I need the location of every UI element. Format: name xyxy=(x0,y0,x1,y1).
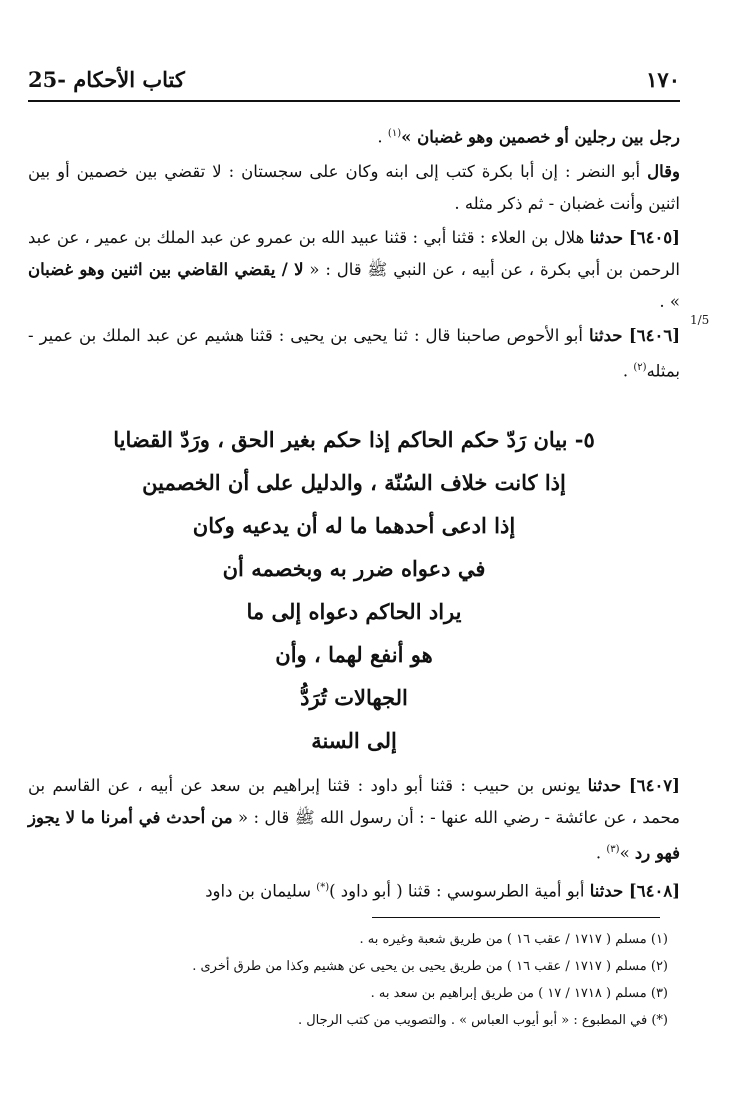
chapter-line: إلى السنة xyxy=(311,728,397,753)
chapter-line: يراد الحاكم دعواه إلى ما xyxy=(246,599,462,624)
chapter-line: ٥- بيان رَدّ حكم الحاكم إذا حكم بغير الحق ، ورَدّ القضايا xyxy=(113,427,595,452)
footnote: (١) مسلم ( ١٧١٧ / عقب ١٦ ) من طريق شعبة وغيره به . xyxy=(359,932,668,947)
hadith-number: [٦٤٠٨] xyxy=(628,881,680,900)
hadith-6405 xyxy=(28,222,680,318)
hadith-matn: من أحدث في أمرنا ما لا يجوز فهو رد xyxy=(28,808,680,863)
chain-word: حدثنا xyxy=(587,776,629,795)
footnote: (٢) مسلم ( ١٧١٧ / عقب ١٦ ) من طريق يحيى بن يحيى عن هشيم وكذا من طرق أخرى . xyxy=(192,959,668,974)
page-number: ١٧٠ xyxy=(646,66,680,92)
hadith-matn: لا / يقضي القاضي بين اثنين وهو غضبان xyxy=(28,259,304,279)
footnote-ref: (*) xyxy=(316,881,330,893)
margin-note: 1/5 xyxy=(690,313,710,327)
footnote-ref: (٣) xyxy=(606,844,620,855)
paragraph-continuation xyxy=(28,118,680,154)
text-tail: . xyxy=(377,127,388,147)
text-body xyxy=(28,118,680,389)
hadith-6407 xyxy=(28,770,680,870)
chapter-line: في دعواه ضرر به وبخصمه أن xyxy=(222,556,486,581)
chain-word: حدثنا xyxy=(588,325,629,345)
text-body-2 xyxy=(28,770,680,909)
paragraph-text: أبو الأحوص صاحبنا قال : ثنا يحيى بن يحيى : قثنا هشيم عن عبد الملك بن عمير - بمثله xyxy=(28,325,680,380)
chapter-line: إذا كانت خلاف السُنّة ، والدليل على أن الخصمين xyxy=(142,470,566,495)
paragraph-text: يونس بن حبيب : قثنا أبو داود : قثنا إبراهيم بن سعد عن أبيه ، عن القاسم بن محمد ، عن عائشة - رضي الله عنها - : أن رسول الله ﷺ قال : « xyxy=(28,776,680,827)
text-tail: سليمان بن داود xyxy=(205,881,317,900)
header-rule xyxy=(28,100,680,102)
chapter-line: الجهالات تُرَدُّ xyxy=(300,685,408,710)
footnote: (*) في المطبوع : « أبو أيوب العباس » . والتصويب من كتب الرجال . xyxy=(297,1013,668,1028)
chain-word: حدثنا xyxy=(589,227,629,247)
hadith-number: [٦٤٠٧] xyxy=(628,776,680,795)
text-tail: » . xyxy=(659,291,680,311)
chapter-line: إذا ادعى أحدهما ما له أن يدعيه وكان xyxy=(192,513,516,538)
chapter-line: هو أنفع لهما ، وأن xyxy=(275,642,433,667)
text-tail: » xyxy=(619,843,635,863)
hadith-number: [٦٤٠٦] xyxy=(628,325,680,345)
text-tail: . xyxy=(595,843,607,863)
footnotes xyxy=(28,926,668,1034)
footnote-ref: (١) xyxy=(387,128,402,139)
bold-text: رجل بين رجلين أو خصمين وهو غضبان » xyxy=(401,127,680,147)
chapter-heading xyxy=(28,418,680,762)
footnote-rule xyxy=(372,917,660,918)
chain-word: حدثنا xyxy=(589,881,629,900)
footnote-ref: (٢) xyxy=(633,361,647,373)
book-title: 25- كتاب الأحكام xyxy=(28,66,185,92)
hadith-number: [٦٤٠٥] xyxy=(628,227,680,247)
footnote: (٣) مسلم ( ١٧١٨ / ١٧ ) من طريق إبراهيم بن سعد به . xyxy=(370,986,668,1001)
lead-word: وقال xyxy=(647,161,680,181)
page-header xyxy=(28,62,680,96)
paragraph-text: أبو النضر : إن أبا بكرة كتب إلى ابنه وكان على سجستان : لا تقضي بين خصمين أو بين اثنين وأنت غضبان - ثم ذكر مثله . xyxy=(28,161,680,213)
paragraph-abu-nadr xyxy=(28,156,680,220)
paragraph-text: أبو أمية الطرسوسي : قثنا ( أبو داود ) xyxy=(329,881,590,900)
hadith-6406 xyxy=(28,320,680,388)
hadith-6408 xyxy=(28,872,680,908)
paragraph-text: هلال بن العلاء : قثنا أبي : قثنا عبيد الله بن عمرو عن عبد الملك بن عمير ، عن عبد الرحمن بن أبي بكرة ، عن أبيه ، عن النبي ﷺ قال : « xyxy=(28,227,680,279)
text-tail: . xyxy=(622,361,634,380)
